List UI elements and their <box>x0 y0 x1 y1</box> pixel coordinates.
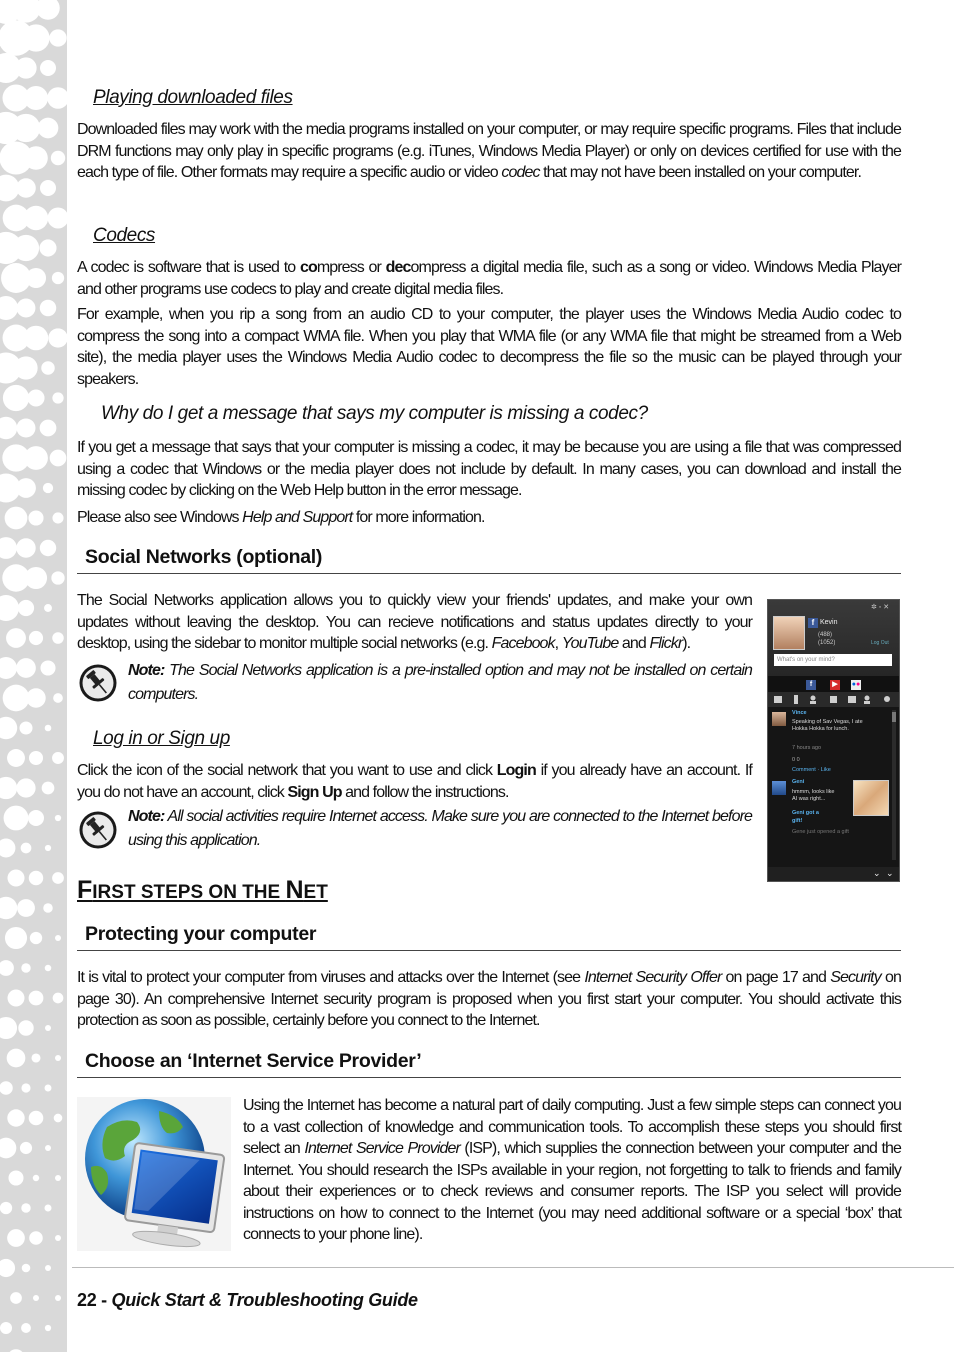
decorative-dot <box>50 450 67 467</box>
decorative-dot <box>33 1175 39 1181</box>
decorative-dot <box>52 752 64 764</box>
paragraph-playing: Downloaded files may work with the media programs installed on your computer, or may require specific programs. Files that include DRM functions may only play in specific programs (e.g. iTunes, Windows Media Player) or only on devices certified for use with the each type of file. Other formats may require a specific audio or video codec that may not have been installed on your computer. <box>77 121 901 181</box>
decorative-dot <box>39 239 56 256</box>
decorative-dot <box>0 417 17 439</box>
decorative-dot <box>0 296 18 320</box>
flickr-icon: ●● <box>851 681 861 688</box>
decorative-dot <box>55 1055 61 1061</box>
globe-monitor-icon <box>77 1097 231 1251</box>
decorative-dot <box>0 1081 13 1095</box>
decorative-dot <box>16 778 35 797</box>
heading-first-steps-on-the-net: FIRST STEPS ON THE NET <box>77 876 328 904</box>
pushpin-icon <box>78 810 118 850</box>
sn-counts: (488) (1052) <box>818 632 836 646</box>
decorative-dot <box>45 1145 51 1151</box>
decorative-dot <box>0 1322 12 1334</box>
heading-social-networks: Social Networks (optional) <box>77 546 901 574</box>
decorative-dot <box>18 600 34 616</box>
sn-post-avatar <box>772 712 786 726</box>
decorative-dot <box>0 657 17 679</box>
decorative-dot <box>0 777 17 799</box>
decorative-dot <box>38 118 59 139</box>
decorative-dot <box>40 420 57 437</box>
decorative-dot <box>48 208 67 229</box>
decorative-dot <box>15 57 36 78</box>
decorative-dot <box>17 899 35 917</box>
decorative-dot <box>24 86 48 110</box>
decorative-dot <box>51 571 64 584</box>
sn-gift-title: Geni got a <box>792 810 819 816</box>
sn-user-name: Kevin <box>820 619 838 626</box>
decorative-dot <box>7 749 25 767</box>
note-internet-access: Note: All social activities require Internet access. Make sure you are connected to the Internet before using this application. <box>128 808 752 849</box>
sn-window-controls: ✲ ◦ ✕ <box>871 604 890 611</box>
decorative-dot <box>16 478 36 498</box>
decorative-dot <box>55 935 61 941</box>
decorative-dot <box>24 146 48 170</box>
decorative-dot <box>21 1083 30 1092</box>
decorative-dot <box>0 537 17 559</box>
decorative-dot <box>24 326 49 351</box>
decorative-dot <box>10 1292 22 1304</box>
decorative-dot <box>21 963 30 972</box>
sn-tab-bar <box>768 692 899 707</box>
decorative-dot <box>29 871 43 885</box>
decorative-dot <box>26 688 45 707</box>
sn-post-text: AI was right... <box>792 796 826 802</box>
decorative-dot <box>18 1020 33 1035</box>
sn-bottom-bar <box>768 867 899 881</box>
decorative-dot <box>5 927 27 949</box>
decorative-dot <box>24 206 48 230</box>
decorative-dot <box>20 1142 32 1154</box>
decorative-dot <box>53 693 63 703</box>
decorative-dot <box>17 419 36 438</box>
sn-user-avatar <box>773 616 805 650</box>
decorative-dot <box>22 1264 31 1273</box>
decorative-dot <box>24 446 48 470</box>
decorative-dot <box>45 1025 51 1031</box>
decorative-dot <box>41 361 55 375</box>
sn-post-text: hmmm, looks like <box>792 789 835 795</box>
decorative-dot <box>55 1295 61 1301</box>
decorative-dot <box>45 1085 52 1092</box>
paragraph-codecs-1: A codec is software that is used to compress or decompress a digital media file, such as a song or video. Windows Media Player and other programs use codecs to play and create digital media files. <box>77 259 902 298</box>
decorative-dot <box>55 1175 61 1181</box>
decorative-dot <box>52 512 63 523</box>
decorative-dot <box>0 1017 17 1039</box>
decorative-dot <box>45 965 52 972</box>
facebook-icon: f <box>806 680 816 690</box>
decorative-dot <box>29 991 44 1006</box>
decorative-dot <box>29 631 43 645</box>
decorative-dot <box>40 300 56 316</box>
decorative-dot <box>6 628 26 648</box>
decorative-dot <box>5 507 28 530</box>
paragraph-missing-codec: If you get a message that says that your computer is missing a codec, it may be because you are using a file that was compressed using a codec that Windows or the media player does not include by default. In many cases, you can download and install the missing codec by clicking on the Web Help button in the error message. <box>77 439 901 499</box>
decorative-dot <box>13 235 39 261</box>
facebook-icon: f <box>808 618 818 628</box>
decorative-dot <box>29 1111 44 1126</box>
decorative-dot <box>8 990 25 1007</box>
decorative-dot <box>42 782 55 795</box>
sn-status-input: What's on your mind? <box>774 654 892 666</box>
heading-choose-isp: Choose an ‘Internet Service Provider’ <box>77 1050 901 1078</box>
decorative-dot <box>52 872 64 884</box>
decorative-dot <box>47 87 67 109</box>
decorative-dot <box>29 1231 43 1245</box>
sn-post-text: Hokka Hokka for lunch. <box>792 726 849 732</box>
decorative-dot <box>28 510 43 525</box>
decorative-dot <box>55 815 61 821</box>
paragraph-login: Click the icon of the social network that you want to use and click Login if you already have an account. If you do not have an account, click Sign Up and follow the instructions. <box>77 762 752 801</box>
decorative-dot <box>3 685 30 712</box>
paragraph-isp: Using the Internet has become a natural part of daily computing. Just a few simple steps can connect you to a vast collection of knowledge and communication tools. To accomplish these steps you should first select an Internet Service Provider (ISP), which supplies the connection between your computer and the Internet. You should research the ISPs available in your region, not forgetting to talk to friends and family about their experiences or to check reviews and consumer reports. The ISP you select will provide instructions on how to connect to the Internet (you may need additional software or a special ‘box’ that connects to your phone line). <box>243 1097 901 1243</box>
decorative-dot <box>43 483 53 493</box>
decorative-dot <box>4 806 29 831</box>
decorative-dot <box>40 180 56 196</box>
decorative-dot <box>45 1325 51 1331</box>
decorative-dot <box>7 1049 26 1068</box>
youtube-icon: ▶ <box>830 680 840 690</box>
sn-post-actions: Comment · Like <box>792 767 831 773</box>
decorative-dot <box>53 993 64 1004</box>
decorative-dot <box>0 960 14 976</box>
decorative-dot <box>33 1295 39 1301</box>
pushpin-icon <box>78 663 118 703</box>
note-preinstalled: Note: The Social Networks application is a pre-installed option and may not be installed on certain computers. <box>128 662 752 703</box>
decorative-dot <box>7 1229 25 1247</box>
decorative-dot <box>16 538 35 557</box>
decorative-dot <box>17 299 36 318</box>
decorative-dot <box>45 845 51 851</box>
sn-post-avatar <box>772 781 786 795</box>
decorative-dot <box>16 658 36 678</box>
decorative-dot <box>7 869 24 886</box>
decorative-dot <box>40 60 56 76</box>
decorative-dot <box>45 1265 51 1271</box>
paragraph-protecting: It is vital to protect your computer from viruses and attacks over the Internet (see Internet Security Offer on page 17 and Security on page 30). An comprehensive Internet security program is proposed when you first start your computer. You should activate this protection as soon as possible, certainly before you connect to the Internet. <box>77 969 901 1029</box>
heading-missing-codec-question: Why do I get a message that says my computer is missing a codec? <box>101 403 648 424</box>
decorative-dot <box>0 717 17 739</box>
chevron-down-icon: ⌄ <box>873 868 881 878</box>
dot-pattern <box>0 0 67 1352</box>
paragraph-social-networks: The Social Networks application allows you to quickly view your friends' updates, and make your own updates without leaving the desktop. You can recieve notifications and status updates directly to your desktop, using the sidebar to monitor multiple social networks (e.g. Facebook, YouTube and Flickr). <box>77 592 752 652</box>
sn-logout-link: Log Out <box>871 640 889 646</box>
paragraph-codecs-2: For example, when you rip a song from an audio CD to your computer, the player uses the Windows Media Audio codec to compress the song into a compact WMA file. When you play that WMA file (or any WMA file that might be streamed from a Web site), the media player uses the Windows Media Audio codec to decompress the file so the music can be played through your speakers. <box>77 306 901 388</box>
decorative-dot <box>26 268 46 288</box>
sn-post-time: 7 hours ago <box>792 745 822 751</box>
decorative-dot <box>30 932 42 944</box>
decorative-dot <box>44 1204 51 1211</box>
decorative-dot <box>36 0 60 20</box>
decorative-dot <box>19 721 32 734</box>
decorative-dot <box>40 540 56 556</box>
decorative-dot <box>0 1138 16 1159</box>
decorative-dot <box>48 328 67 347</box>
decorative-dot <box>52 632 64 644</box>
chevron-down-icon: ⌄ <box>886 868 894 878</box>
decorative-dot <box>21 843 32 854</box>
decorative-dot <box>0 595 19 621</box>
decorative-dot <box>12 114 40 142</box>
decorative-dot <box>3 385 29 411</box>
decorative-dot <box>52 392 63 403</box>
decorative-dot <box>31 1053 40 1062</box>
decorative-dot <box>7 1109 24 1126</box>
decorative-dot <box>51 151 65 165</box>
decorative-dot <box>40 660 55 675</box>
decorative-dot <box>44 604 52 612</box>
decorative-dot <box>8 1170 23 1185</box>
decorative-dot <box>29 751 43 765</box>
sn-gift-title: gift! <box>792 818 803 824</box>
sn-post-name: Geni <box>792 779 805 785</box>
social-networks-screenshot <box>767 599 900 882</box>
decorative-dot <box>16 178 36 198</box>
decorative-dot <box>0 1259 15 1277</box>
sn-scrollbar <box>892 710 896 860</box>
decorative-dot <box>21 1203 30 1212</box>
sn-post-counts: 0 0 <box>792 757 800 763</box>
decorative-dot <box>22 24 49 51</box>
decorative-dot <box>14 356 37 379</box>
decorative-dot <box>52 272 64 284</box>
decorative-dot <box>49 29 66 46</box>
decorative-dot <box>0 1202 12 1214</box>
left-decorative-band <box>0 0 67 1352</box>
decorative-dot <box>25 567 47 589</box>
paragraph-help-support: Please also see Windows Help and Support for more information. <box>77 509 485 526</box>
heading-playing-downloaded-files: Playing downloaded files <box>93 87 293 108</box>
footer-divider <box>72 1267 954 1268</box>
heading-login-signup: Log in or Sign up <box>93 728 230 749</box>
decorative-dot <box>27 389 44 406</box>
sn-post-text: Speaking of Sav Vegas, I ate <box>792 719 863 725</box>
sn-gift-sub: Gene just opened a gift <box>792 829 849 835</box>
decorative-dot <box>54 1114 63 1123</box>
decorative-dot <box>43 903 52 912</box>
decorative-dot <box>28 810 44 826</box>
sn-scroll-thumb <box>892 712 896 722</box>
decorative-dot <box>21 1323 31 1333</box>
decorative-dot <box>55 1235 61 1241</box>
heading-codecs: Codecs <box>93 225 156 246</box>
sn-post-name: Vince <box>792 710 807 716</box>
heading-protecting-your-computer: Protecting your computer <box>77 923 901 951</box>
sn-post-photo <box>853 780 889 816</box>
decorative-dot <box>0 839 15 858</box>
page-footer: 22 - Quick Start & Troubleshooting Guide <box>77 1290 418 1310</box>
decorative-dot <box>45 725 52 732</box>
decorative-dot <box>0 897 17 920</box>
